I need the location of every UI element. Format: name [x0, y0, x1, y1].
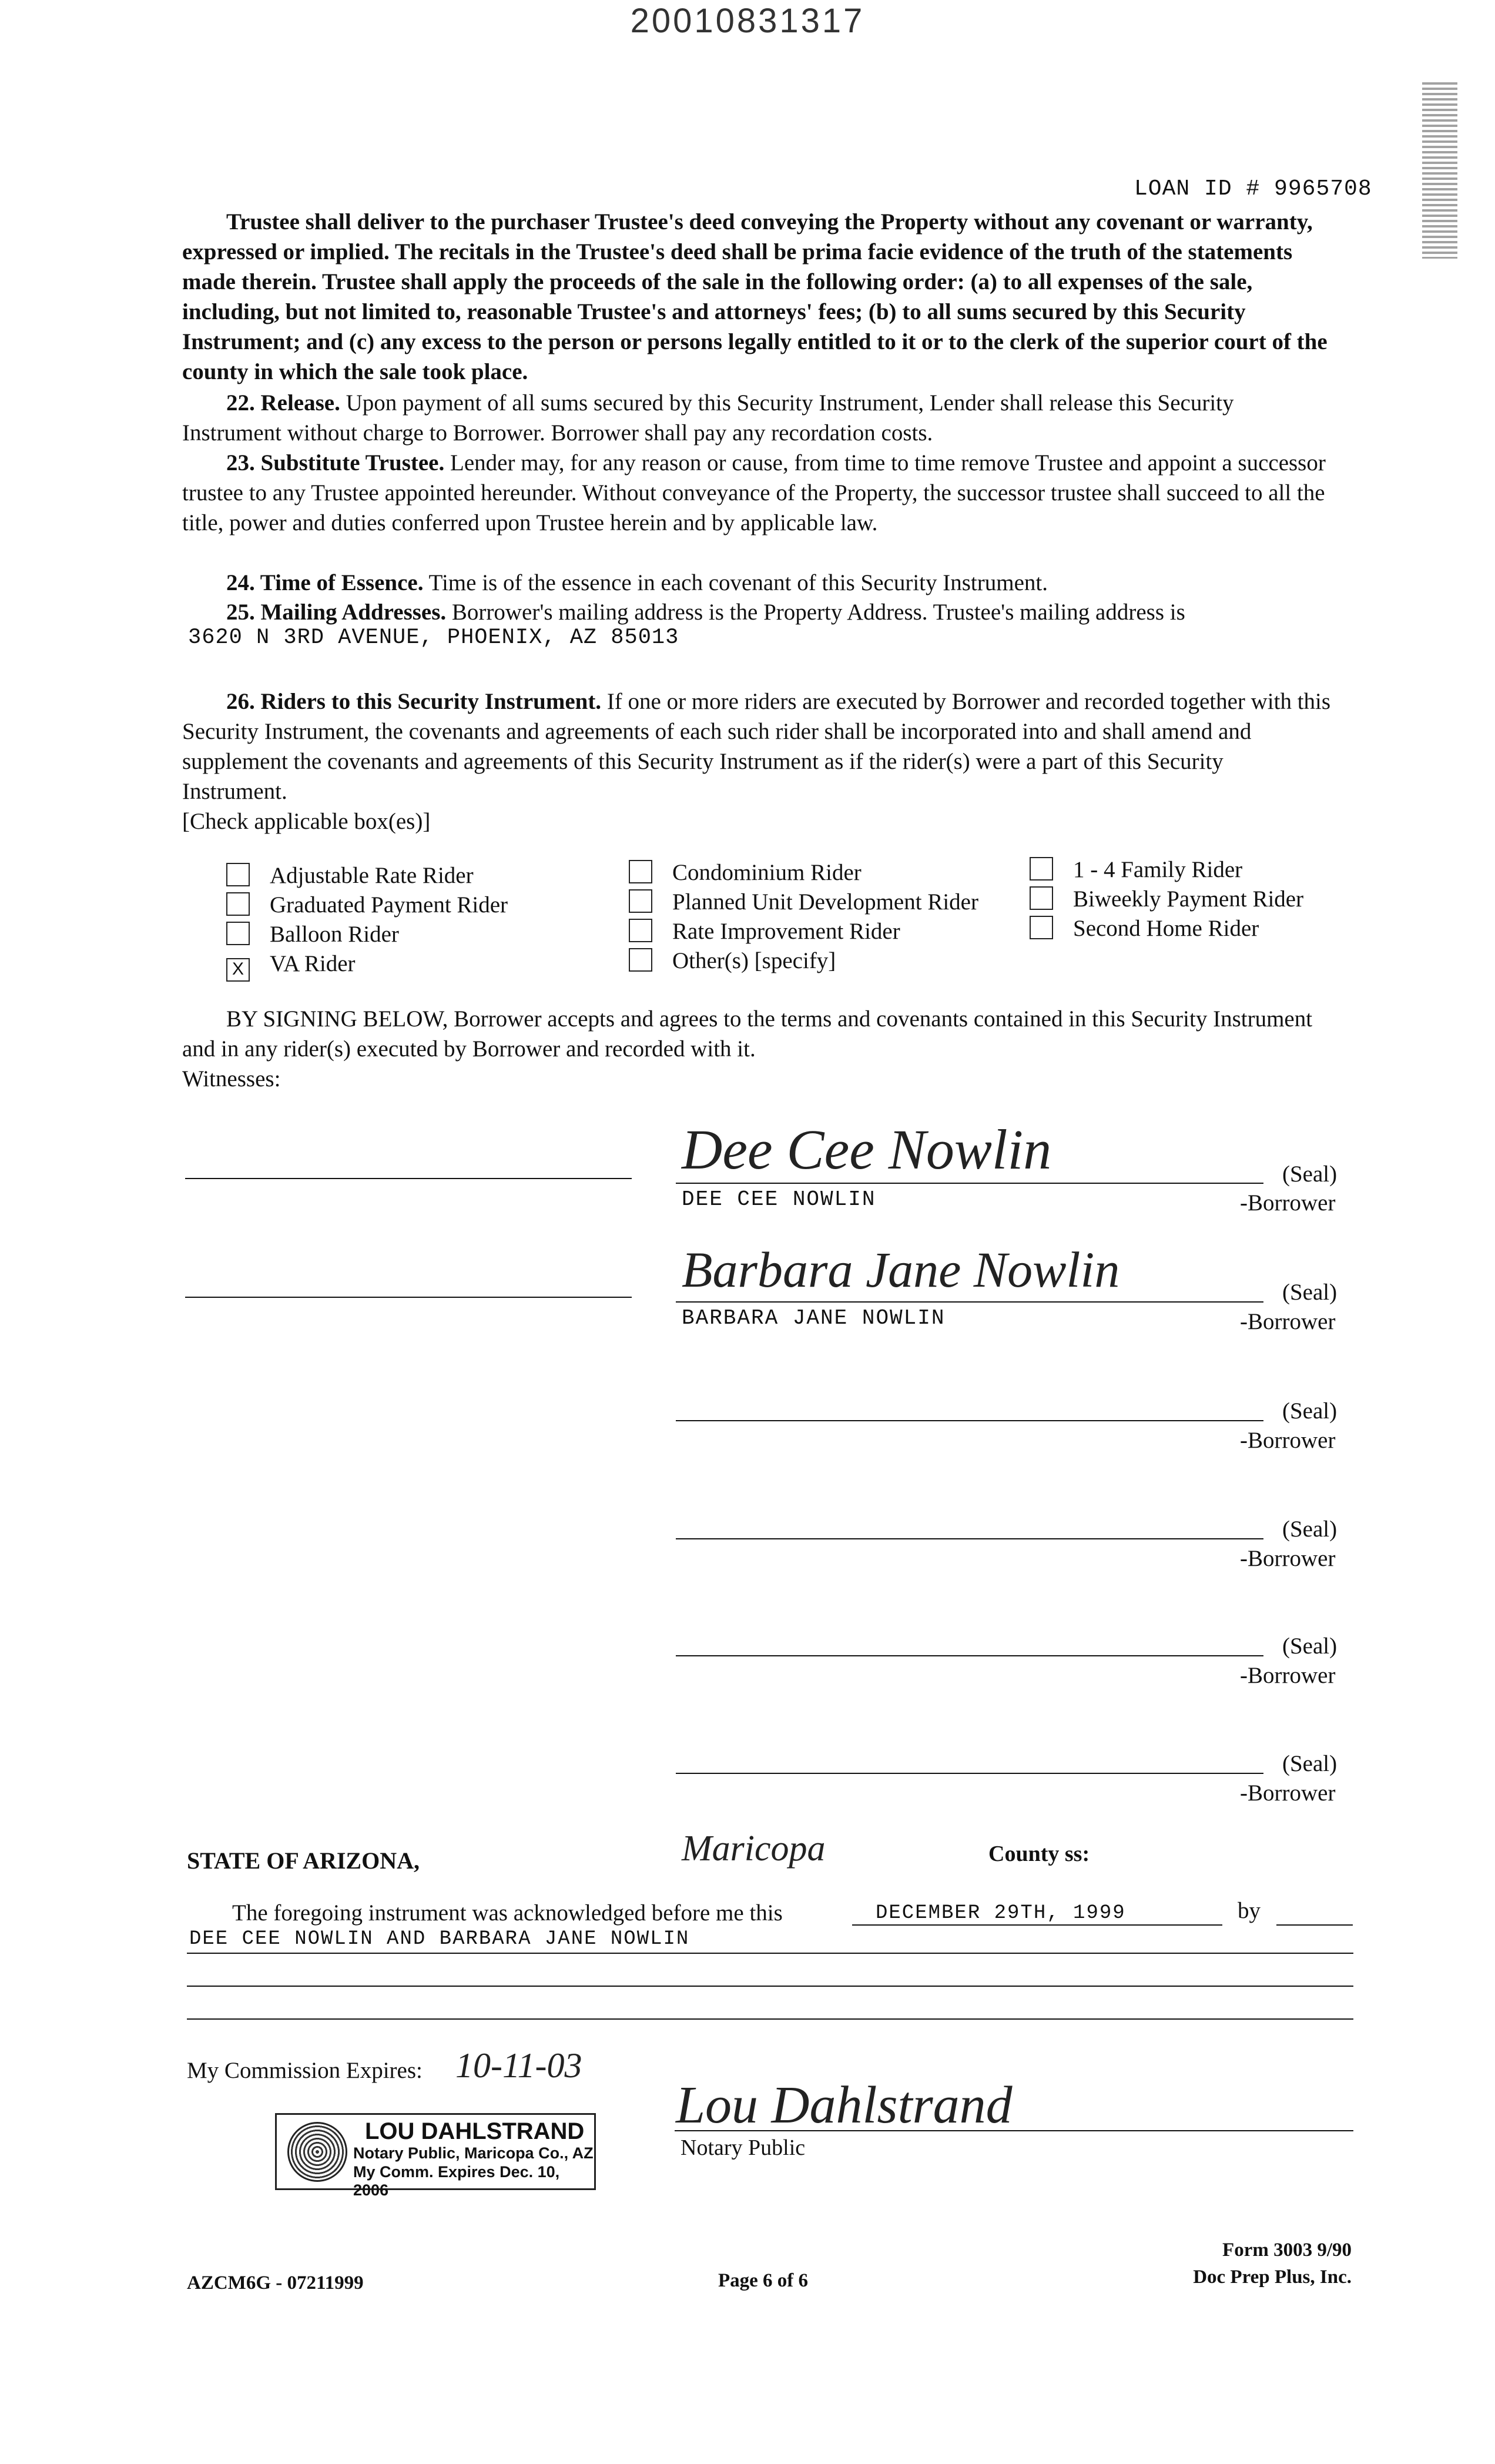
seal-label: (Seal): [1282, 1751, 1338, 1776]
footer-page-number: Page 6 of 6: [718, 2270, 809, 2291]
borrower-signature-line-5[interactable]: [676, 1655, 1263, 1656]
county-ss-label: County ss:: [988, 1842, 1090, 1866]
witness-line-2[interactable]: [185, 1297, 632, 1298]
rider-option[interactable]: [226, 861, 508, 890]
rider-label: 1 - 4 Family Rider: [1073, 857, 1243, 882]
seal-label: (Seal): [1282, 1280, 1338, 1305]
state-label: STATE OF ARIZONA,: [187, 1847, 420, 1874]
rider-option[interactable]: [226, 920, 508, 949]
notary-public-label: Notary Public: [681, 2135, 806, 2160]
witness-line-1[interactable]: [185, 1178, 632, 1179]
rider-column-3: [1030, 855, 1303, 943]
rider-column-2: [629, 858, 978, 976]
rider-option[interactable]: [629, 917, 978, 946]
section-25-body: Borrower's mailing address is the Property Address. Trustee's mailing address is: [446, 600, 1185, 625]
rider-checkbox[interactable]: [1030, 886, 1053, 910]
by-line[interactable]: [1276, 1924, 1353, 1926]
notary-signature-line[interactable]: [675, 2130, 1353, 2131]
section-24-time-of-essence: [182, 568, 1334, 598]
borrower-signature-line-6[interactable]: [676, 1773, 1263, 1774]
trustee-deed-paragraph: Trustee shall deliver to the purchaser Trustee's deed conveying the Property without any covenant or warranty, expressed or implied. The recitals in the Trustee's deed shall be prima facie evidence of the truth of the statements made therein. Trustee shall apply the proceeds of the sale in the following order: (a) to all expenses of the sale, including, but not limited to, reasonable Trustee's and attorneys' fees; (b) to all sums secured by this Security Instrument; and (c) any excess to the person or persons legally entitled to it or to the clerk of the superior court of the county in which the sale took place.: [182, 209, 1328, 384]
rider-label: Balloon Rider: [270, 922, 399, 947]
rider-option[interactable]: [629, 858, 978, 888]
footer-form-number: Form 3003 9/90: [1222, 2239, 1352, 2261]
rider-option[interactable]: [629, 888, 978, 917]
signature-barbara-jane-nowlin: Barbara Jane Nowlin: [682, 1241, 1120, 1298]
rider-label: VA Rider: [270, 951, 356, 976]
rider-option[interactable]: [1030, 914, 1303, 943]
section-23-body: Lender may, for any reason or cause, from time to time remove Trustee and appoint a successor trustee to any Trustee appointed hereunder. Without conveyance of the Property, the successor trustee shall succeed to all the title, power and duties conferred upon Trustee herein and by applicable law.: [182, 450, 1326, 535]
borrower-label: -Borrower: [1240, 1190, 1336, 1216]
rider-label: Biweekly Payment Rider: [1073, 886, 1304, 912]
section-26-body: If one or more riders are executed by Borrower and recorded together with this Security Instrument, the covenants and agreements of each such rider shall be incorporated into and shall amend and supplement the covenants and agreements of this Security Instrument as if the rider(s) were a part of this Security Instrument.: [182, 689, 1331, 804]
names-line-3[interactable]: [187, 2018, 1353, 2020]
section-24-heading: 24. Time of Essence.: [226, 570, 424, 595]
footer-publisher: Doc Prep Plus, Inc.: [1193, 2267, 1352, 2288]
loan-id: LOAN ID # 9965708: [1134, 176, 1372, 202]
borrower-name-2: BARBARA JANE NOWLIN: [682, 1306, 946, 1330]
rider-column-1: [226, 861, 508, 982]
rider-checkbox-checked[interactable]: X: [226, 958, 250, 982]
rider-label: Graduated Payment Rider: [270, 892, 508, 918]
rider-label: Planned Unit Development Rider: [672, 889, 978, 915]
rider-option[interactable]: [226, 890, 508, 920]
rider-option[interactable]: [629, 946, 978, 976]
rider-checkbox[interactable]: [1030, 916, 1053, 939]
witnesses-label: Witnesses:: [182, 1066, 281, 1092]
borrower-label: -Borrower: [1240, 1780, 1336, 1806]
rider-option[interactable]: [1030, 885, 1303, 914]
county-handwritten: Maricopa: [682, 1829, 826, 1869]
by-label: by: [1238, 1898, 1261, 1923]
rider-label: Second Home Rider: [1073, 916, 1259, 941]
rider-checkbox[interactable]: [226, 863, 250, 886]
section-23-heading: 23. Substitute Trustee.: [226, 450, 445, 476]
borrower-name-1: DEE CEE NOWLIN: [682, 1187, 876, 1211]
rider-label: Adjustable Rate Rider: [270, 863, 474, 888]
borrower-label: -Borrower: [1240, 1663, 1336, 1688]
seal-label: (Seal): [1282, 1516, 1338, 1542]
rider-option[interactable]: [1030, 855, 1303, 885]
borrower-label: -Borrower: [1240, 1309, 1336, 1334]
section-23-substitute-trustee: [182, 448, 1334, 538]
rider-checkbox[interactable]: [629, 889, 652, 913]
section-22-release: [182, 388, 1334, 448]
names-line-1[interactable]: [187, 1953, 1353, 1954]
seal-label: (Seal): [1282, 1633, 1338, 1659]
document-number: 20010831317: [630, 2, 865, 40]
borrower-signature-line-3[interactable]: [676, 1420, 1263, 1421]
footer-form-code: AZCM6G - 07211999: [187, 2272, 364, 2294]
stamp-line-1: Notary Public, Maricopa Co., AZ: [353, 2144, 594, 2162]
rider-checkbox[interactable]: [226, 892, 250, 916]
rider-option[interactable]: [226, 949, 508, 982]
borrower-signature-line-1[interactable]: [676, 1183, 1263, 1184]
section-22-heading: 22. Release.: [226, 390, 340, 416]
rider-checkbox[interactable]: [226, 922, 250, 945]
rider-checkbox[interactable]: [1030, 857, 1053, 881]
borrower-signature-line-2[interactable]: [676, 1301, 1263, 1303]
stamp-line-2: My Comm. Expires Dec. 10, 2006: [353, 2163, 560, 2199]
rider-checkbox[interactable]: [629, 948, 652, 972]
borrower-signature-line-4[interactable]: [676, 1538, 1263, 1539]
section-25-mailing-addresses: [182, 597, 1334, 627]
commission-expires-label: My Commission Expires:: [187, 2058, 423, 2083]
commission-expiration-date: 10-11-03: [455, 2046, 582, 2085]
acknowledgment-date: DECEMBER 29TH, 1999: [876, 1902, 1126, 1924]
margin-stamp-mark: [1422, 82, 1457, 259]
section-24-body: Time is of the essence in each covenant of this Security Instrument.: [423, 570, 1048, 595]
trustee-mailing-address: 3620 N 3RD AVENUE, PHOENIX, AZ 85013: [188, 625, 679, 650]
rider-label: Condominium Rider: [672, 860, 862, 885]
acknowledgment-date-line[interactable]: [852, 1924, 1222, 1926]
notary-seal-icon: [287, 2122, 347, 2182]
check-applicable-note: [Check applicable box(es)]: [182, 809, 431, 834]
seal-label: (Seal): [1282, 1161, 1338, 1187]
stamp-name: LOU DAHLSTRAND: [365, 2118, 585, 2144]
signing-statement: BY SIGNING BELOW, Borrower accepts and agrees to the terms and covenants contained in this Security Instrument and in any rider(s) executed by Borrower and recorded with it.: [182, 1006, 1313, 1062]
notary-signature: Lou Dahlstrand: [676, 2076, 1013, 2134]
notary-stamp: [275, 2113, 596, 2199]
names-line-2[interactable]: [187, 1986, 1353, 1987]
section-22-body: Upon payment of all sums secured by this Security Instrument, Lender shall release this Security Instrument without charge to Borrower. Borrower shall pay any recordation costs.: [182, 390, 1234, 446]
rider-checkbox[interactable]: [629, 919, 652, 942]
rider-label: Rate Improvement Rider: [672, 919, 900, 944]
seal-label: (Seal): [1282, 1398, 1338, 1424]
signature-dee-cee-nowlin: Dee Cee Nowlin: [682, 1118, 1052, 1181]
borrower-label: -Borrower: [1240, 1428, 1336, 1453]
acknowledged-names: DEE CEE NOWLIN AND BARBARA JANE NOWLIN: [189, 1928, 690, 1950]
rider-label: Other(s) [specify]: [672, 948, 836, 973]
section-26-riders: [182, 687, 1334, 806]
rider-checkbox[interactable]: [629, 860, 652, 883]
acknowledgment-text: The foregoing instrument was acknowledged before me this: [232, 1900, 783, 1926]
borrower-label: -Borrower: [1240, 1546, 1336, 1571]
section-26-heading: 26. Riders to this Security Instrument.: [226, 689, 602, 714]
section-25-heading: 25. Mailing Addresses.: [226, 600, 447, 625]
